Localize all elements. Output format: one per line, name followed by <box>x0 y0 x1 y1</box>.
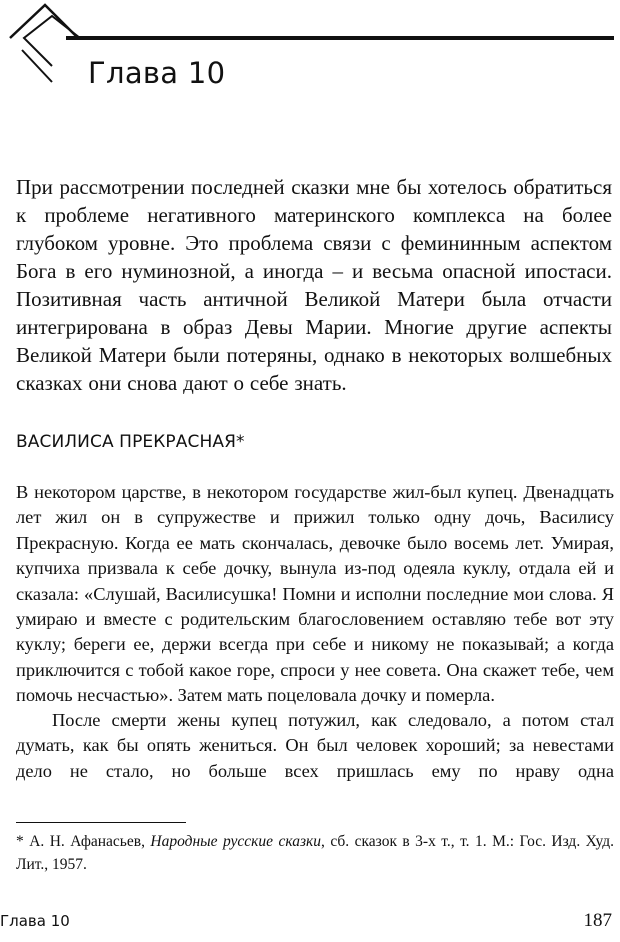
running-footer: Глава 10 <box>0 912 70 930</box>
page-number: 187 <box>583 910 612 931</box>
chapter-title: Глава 10 <box>88 56 226 90</box>
intro-paragraph: При рассмотрении последней сказки мне бы хотелось обратиться к проблеме негативного материнского комплекса на более глубоком уровне. Это проблема связи с фемининным аспектом Бога в его нуминозной, а иногда – и весьма опасной ипостаси. Позитивная часть античной Великой Матери была отчасти интегрирована в образ Девы Марии. Многие другие аспекты Великой Матери были потеряны, однако в некоторых волшебных сказках они снова дают о себе знать. <box>16 175 612 395</box>
story-paragraph: После смерти жены купец потужил, как следовало, а потом стал думать, как бы опять жениться. Он был человек хороший; за невестами дело не стало, но больше всех пришлась ему по нраву одна <box>16 710 614 781</box>
story-paragraph: В некотором царстве, в некотором государстве жил-был купец. Двенадцать лет жил он в супружестве и прижил только одну дочь, Василису Прекрасную. Когда ее мать скончалась, девочке было восемь лет. Умирая, купчиха призвала к себе дочку, вынула из-под одеяла куклу, отдала ей и сказала: «Слушай, Василисушка! Помни и исполни последние мои слова. Я умираю и вместе с родительским благословением оставляю тебе вот эту куклу; береги ее, держи всегда при себе и никому не показывай; а когда приключится с тобой какое горе, спроси у нее совета. Она скажет тебе, чем помочь несчастью». Затем мать поцеловала дочку и померла. <box>16 482 614 706</box>
footnote-marker: * <box>16 833 30 850</box>
footnote-author: А. Н. Афанасьев, <box>29 833 151 850</box>
footnote-divider <box>16 822 186 823</box>
footnote-book-title: Народные русские сказки <box>150 833 322 850</box>
story-heading: ВАСИЛИСА ПРЕКРАСНАЯ* <box>16 432 245 452</box>
footnote-details: , сб. сказок в 3-х т., т. 1. М.: Гос. Изд. Худ. Лит., 1957. <box>16 833 614 873</box>
footnote <box>16 830 614 876</box>
